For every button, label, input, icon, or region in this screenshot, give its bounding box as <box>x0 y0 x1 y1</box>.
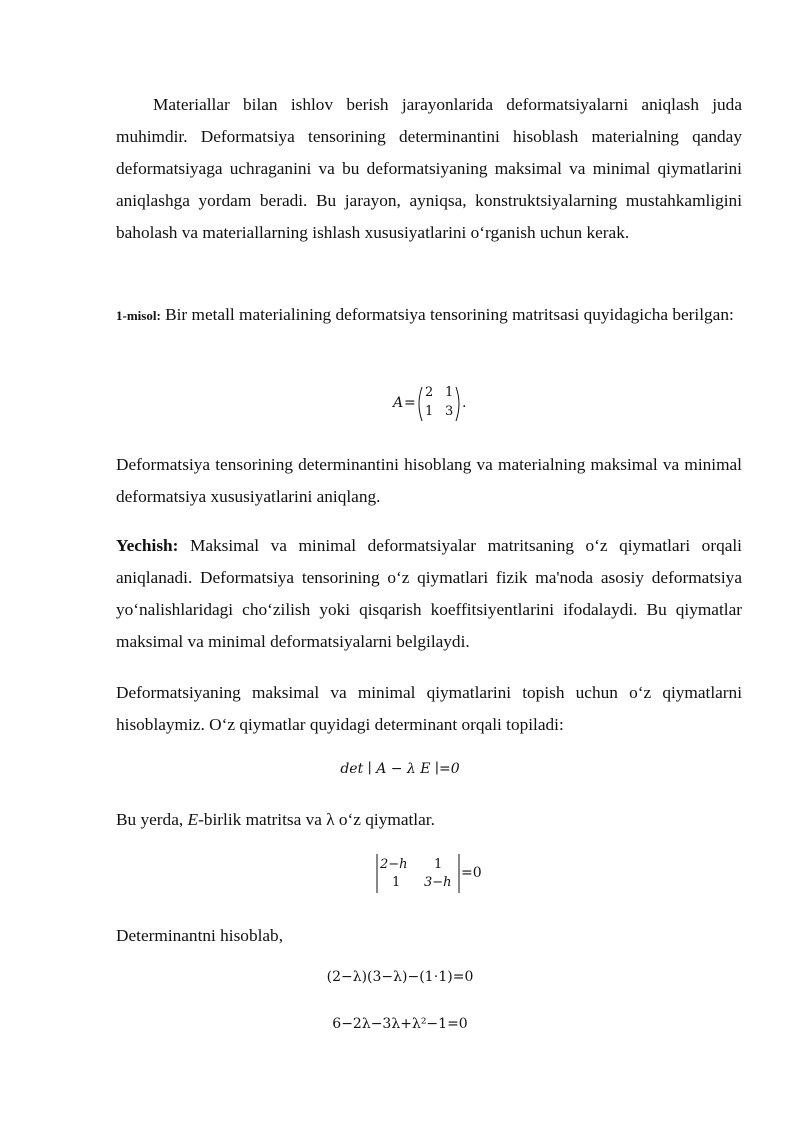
solution-paragraph <box>116 530 742 658</box>
det-rhs: =0 <box>461 865 482 881</box>
determinant-equation <box>372 853 492 895</box>
task-paragraph: Deformatsiya tensorining determinantini hisoblang va materialning maksimal va minimal deformatsiya xususiyatlarini aniqlang. <box>116 455 742 506</box>
identity-paragraph <box>116 804 742 836</box>
example-text: Bir metall materialining deformatsiya tensorining matritsasi quyidagicha berilgan: <box>160 305 734 324</box>
intro-paragraph: Materiallar bilan ishlov berish jarayonlarida deformatsiyalarni aniqlash juda muhimdir. Deformatsiya tensorining determinantini hisoblash materialning qanday deformatsiyaga uchraganini va bu deformatsiyaning maksimal va minimal qiymatlarini aniqlashga yordam beradi. Bu jarayon, ayniqsa, konstruktsiyalarning mustahkamligini baholash va materiallarning ishlash xususiyatlarini o‘rganish uchun kerak. <box>116 95 742 242</box>
solution-label: Yechish: <box>116 536 179 555</box>
det-cell-11: 2−h <box>380 857 408 872</box>
matrix-cell-11: 2 <box>425 385 434 400</box>
matrix-equals: = <box>404 395 416 411</box>
matrix-period: . <box>462 395 467 411</box>
det-equation: det ∣ A − λ E ∣=0 <box>340 761 460 777</box>
polynomial-equation: 6−2λ−3λ+λ²−1=0 <box>332 1016 468 1032</box>
det-cell-21: 1 <box>392 875 401 890</box>
compute-paragraph: Determinantni hisoblab, <box>116 926 284 945</box>
matrix-cell-21: 1 <box>425 404 434 419</box>
eigenvalue-paragraph: Deformatsiyaning maksimal va minimal qiymatlarini topish uchun o‘z qiymatlarni hisoblaymiz. O‘z qiymatlar quyidagi determinant orqali topiladi: <box>116 683 742 734</box>
det-cell-22: 3−h <box>424 875 452 890</box>
identity-suffix: -birlik matritsa va λ o‘z qiymatlar. <box>198 810 435 829</box>
example-paragraph <box>116 299 742 332</box>
matrix-cell-12: 1 <box>445 385 454 400</box>
identity-symbol: E <box>187 810 199 829</box>
det-cell-12: 1 <box>434 857 443 872</box>
expanded-equation: (2−λ)(3−λ)−(1⋅1)=0 <box>326 969 474 985</box>
matrix-cell-22: 3 <box>445 404 454 419</box>
matrix-name: A <box>393 395 404 411</box>
example-label: 1-misol: <box>116 308 161 323</box>
solution-text: Maksimal va minimal deformatsiyalar matritsaning o‘z qiymatlari orqali aniqlanadi. Deformatsiya tensorining o‘z qiymatlari fizik ma'noda asosiy deformatsiya yo‘nalishlaridagi cho‘zilish yoki qisqarish koeffitsiyentlarini ifodalaydi. Bu qiymatlar maksimal va minimal deformatsiyalarni belgilaydi. <box>116 536 742 651</box>
identity-prefix: Bu yerda, <box>116 810 188 829</box>
